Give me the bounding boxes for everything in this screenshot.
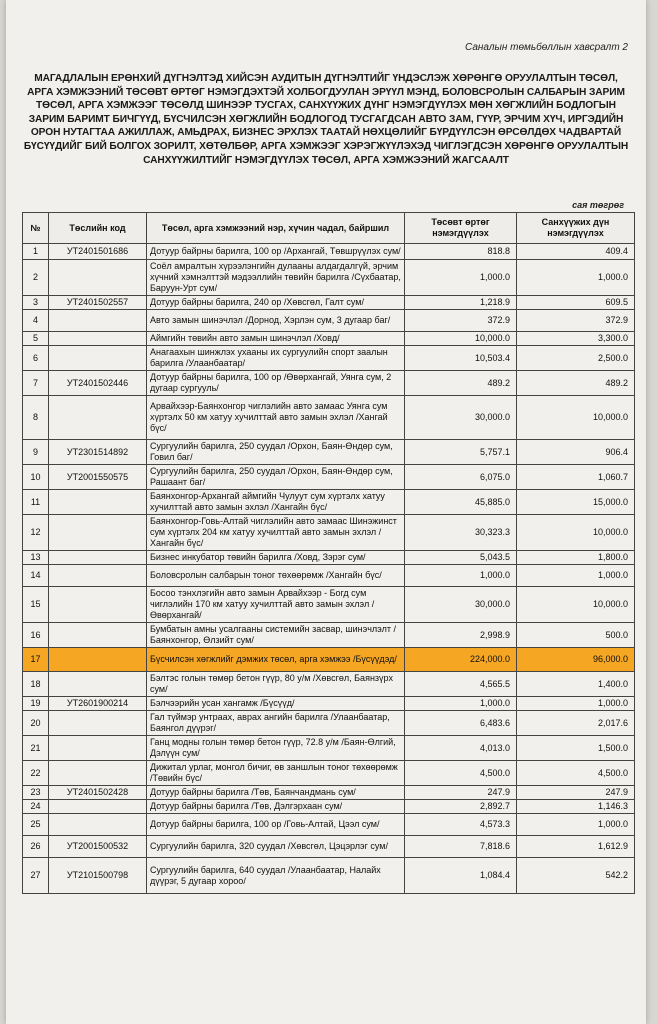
row-budget-value: 7,818.6: [405, 836, 517, 858]
row-project-code: [49, 260, 147, 296]
row-budget-value: 1,000.0: [405, 565, 517, 587]
row-project-code: [49, 332, 147, 346]
table-row: [23, 296, 635, 310]
row-number: 20: [23, 711, 49, 736]
row-project-name: Дотуур байрны барилга, 100 ор /Өвөрхангай, Уянга сум, 2 дугаар сургууль/: [147, 371, 405, 396]
row-project-code: [49, 648, 147, 672]
row-budget-value: 1,084.4: [405, 858, 517, 894]
row-project-code: УТ2301514892: [49, 440, 147, 465]
row-funding-value: 1,000.0: [517, 814, 635, 836]
row-project-code: [49, 346, 147, 371]
row-budget-value: 45,885.0: [405, 490, 517, 515]
row-funding-value: 1,000.0: [517, 260, 635, 296]
table-row: [23, 465, 635, 490]
row-budget-value: 4,500.0: [405, 761, 517, 786]
row-funding-value: 1,000.0: [517, 565, 635, 587]
row-project-name: Дотуур байрны барилга /Төв, Баянчандмань сум/: [147, 786, 405, 800]
table-row: [23, 672, 635, 697]
row-number: 7: [23, 371, 49, 396]
row-number: 24: [23, 800, 49, 814]
row-funding-value: 1,400.0: [517, 672, 635, 697]
row-project-code: УТ2401502557: [49, 296, 147, 310]
row-budget-value: 6,075.0: [405, 465, 517, 490]
row-funding-value: 2,017.6: [517, 711, 635, 736]
row-project-code: УТ2601900214: [49, 697, 147, 711]
row-project-code: УТ2401502446: [49, 371, 147, 396]
row-budget-value: 5,757.1: [405, 440, 517, 465]
row-budget-value: 2,998.9: [405, 623, 517, 648]
row-funding-value: 2,500.0: [517, 346, 635, 371]
table-row: [23, 396, 635, 440]
row-project-code: [49, 490, 147, 515]
row-funding-value: 96,000.0: [517, 648, 635, 672]
row-funding-value: 609.5: [517, 296, 635, 310]
row-project-name: Дотуур байрны барилга, 100 ор /Говь-Алтай, Цээл сум/: [147, 814, 405, 836]
table-row: [23, 490, 635, 515]
row-number: 6: [23, 346, 49, 371]
row-project-code: [49, 623, 147, 648]
row-budget-value: 30,000.0: [405, 587, 517, 623]
table-row: [23, 761, 635, 786]
row-project-name: Боловсролын салбарын тоног төхөөрөмж /Хангайн бүс/: [147, 565, 405, 587]
row-budget-value: 4,013.0: [405, 736, 517, 761]
row-project-code: [49, 672, 147, 697]
row-project-name: Дотуур байрны барилга, 100 ор /Архангай, Төвшрүүлэх сум/: [147, 244, 405, 260]
table-row: [23, 736, 635, 761]
row-budget-value: 30,323.3: [405, 515, 517, 551]
row-budget-value: 224,000.0: [405, 648, 517, 672]
table-row: [23, 565, 635, 587]
row-funding-value: 15,000.0: [517, 490, 635, 515]
document-title: МАГАДЛАЛЫН ЕРӨНХИЙ ДҮГНЭЛТЭД ХИЙСЭН АУДИТЫН ДҮГНЭЛТИЙГ ҮНДЭСЛЭЖ ХӨРӨНГӨ ОРУУЛАЛТЫН ТӨСӨЛ, АРГА ХЭМЖЭЭНИЙ ТӨСӨВТ ӨРТӨГ НЭМЭГДЭХТЭЙ ХОЛБОГДУУЛАН ЭРҮҮЛ МЭНД, БОЛОВСРОЛЫН САЛБАРЫН ЗАРИМ ТӨСӨЛ, АРГА ХЭМЖЭЭГ ТӨСӨЛД ШИНЭЭР ТУСГАХ, САНХҮҮЖИХ ДҮНГ НЭМЭГДҮҮЛЭХ МӨН ХӨГЖЛИЙН БОДЛОГЫН ЗАРИМ БАРИМТ БИЧГҮҮД, БҮСЧИЛСЭН ХӨГЖЛИЙН БОДЛОГОД ТУСГАГДСАН АВТО ЗАМ, ГҮҮР, ЭРЧИМ ХҮЧ, ИРГЭДИЙН ОРОН НУТАГТАА АЖИЛЛАЖ, АМЬДРАХ, БИЗНЕС ЭРХЛЭХ ТААТАЙ НӨХЦӨЛИЙГ БҮРДҮҮЛСЭН ӨРСӨЛДӨХ ЧАДВАРТАЙ БҮСҮҮДИЙГ БИЙ БОЛГОХ ЗОРИЛТ, ХӨТӨЛБӨР, АРГА ХЭМЖЭЭГ ХЭРЭГЖҮҮЛЭХЭД ЧИГЛЭГДСЭН ХӨРӨНГӨ ОРУУЛАЛТЫН САНХҮҮЖИЛТИЙГ НЭМЭГДҮҮЛЭХ ТӨСӨЛ, АРГА ХЭМЖЭЭНИЙ ЖАГСААЛТ: [23, 73, 629, 166]
row-funding-value: 3,300.0: [517, 332, 635, 346]
row-project-name: Дижитал урлаг, монгол бичиг, өв заншлын тоног төхөөрөмж /Төвийн бүс/: [147, 761, 405, 786]
row-project-code: УТ2401502428: [49, 786, 147, 800]
row-funding-value: 1,146.3: [517, 800, 635, 814]
row-budget-value: 1,218.9: [405, 296, 517, 310]
table-row: [23, 346, 635, 371]
unit-label: сая төгрөг: [572, 200, 624, 210]
row-budget-value: 30,000.0: [405, 396, 517, 440]
row-number: 21: [23, 736, 49, 761]
table-row: [23, 244, 635, 260]
table-row: [23, 332, 635, 346]
row-funding-value: 1,500.0: [517, 736, 635, 761]
row-funding-value: 247.9: [517, 786, 635, 800]
row-funding-value: 409.4: [517, 244, 635, 260]
row-budget-value: 6,483.6: [405, 711, 517, 736]
table-row: [23, 858, 635, 894]
table-row: [23, 623, 635, 648]
row-project-name: Бэлтэс голын төмөр бетон гүүр, 80 у/м /Хөвсгөл, Баянзүрх сум/: [147, 672, 405, 697]
row-project-code: [49, 800, 147, 814]
table-row: [23, 711, 635, 736]
document-page: [6, 0, 646, 1024]
table-row: [23, 371, 635, 396]
row-project-name: Соёл амралтын хүрээлэнгийн дулааны алдагдалгүй, эрчим хүчний хэмнэлттэй мэдээллийн төвийн барилга /Сүхбаатар, Баруун-Урт сум/: [147, 260, 405, 296]
row-project-name: Бэлчээрийн усан хангамж /Бүсүүд/: [147, 697, 405, 711]
row-project-name: Анагаахын шинжлэх ухааны их сургуулийн спорт заалын барилга /Улаанбаатар/: [147, 346, 405, 371]
row-number: 4: [23, 310, 49, 332]
row-budget-value: 1,000.0: [405, 697, 517, 711]
row-project-name: Гал түймэр унтраах, аврах ангийн барилга /Улаанбаатар, Баянгол дүүрэг/: [147, 711, 405, 736]
row-number: 1: [23, 244, 49, 260]
row-project-name: Ганц модны голын төмөр бетон гүүр, 72.8 у/м /Баян-Өлгий, Дэлүүн сум/: [147, 736, 405, 761]
row-number: 27: [23, 858, 49, 894]
row-funding-value: 1,800.0: [517, 551, 635, 565]
row-budget-value: 1,000.0: [405, 260, 517, 296]
row-number: 12: [23, 515, 49, 551]
row-project-code: УТ2001550575: [49, 465, 147, 490]
row-project-name: Баянхонгор-Архангай аймгийн Чулуут сум хүртэлх хатуу хучилттай авто замын эхлэл /Хангайн бүс/: [147, 490, 405, 515]
table-header-row: [23, 213, 635, 244]
row-project-code: [49, 310, 147, 332]
row-project-name: Дотуур байрны барилга, 240 ор /Хөвсгөл, Галт сум/: [147, 296, 405, 310]
row-project-code: [49, 587, 147, 623]
row-budget-value: 10,503.4: [405, 346, 517, 371]
row-number: 26: [23, 836, 49, 858]
table-row: [23, 515, 635, 551]
row-project-name: Баянхонгор-Говь-Алтай чиглэлийн авто замаас Шинэжинст сум хүртэлх 204 км хатуу хучилттай авто замын эхлэл /Хангайн бүс/: [147, 515, 405, 551]
row-number: 19: [23, 697, 49, 711]
table-row: [23, 836, 635, 858]
row-project-code: [49, 736, 147, 761]
row-number: 5: [23, 332, 49, 346]
row-project-name: Дотуур байрны барилга /Төв, Дэлгэрхаан сум/: [147, 800, 405, 814]
row-project-name: Бумбатын амны усалгааны системийн засвар, шинэчлэлт /Баянхонгор, Өлзийт сум/: [147, 623, 405, 648]
row-funding-value: 372.9: [517, 310, 635, 332]
header-funding: Санхүүжих дүн нэмэгдүүлэх: [517, 213, 635, 244]
table-body: [23, 244, 635, 894]
row-number: 23: [23, 786, 49, 800]
table-row: [23, 786, 635, 800]
table-row: [23, 310, 635, 332]
row-funding-value: 1,000.0: [517, 697, 635, 711]
row-project-name: Арвайхээр-Баянхонгор чиглэлийн авто замаас Уянга сум хүртэлх 50 км хатуу хучилттай авто замын эхлэл /Хангай бүс/: [147, 396, 405, 440]
row-number: 25: [23, 814, 49, 836]
header-no: №: [23, 213, 49, 244]
row-budget-value: 818.8: [405, 244, 517, 260]
row-number: 3: [23, 296, 49, 310]
row-project-name: Сургуулийн барилга, 250 суудал /Орхон, Баян-Өндөр сум, Рашаант баг/: [147, 465, 405, 490]
table-row: [23, 551, 635, 565]
row-funding-value: 1,612.9: [517, 836, 635, 858]
row-funding-value: 906.4: [517, 440, 635, 465]
table-row: [23, 814, 635, 836]
header-budget: Төсөвт өртөг нэмэгдүүлэх: [405, 213, 517, 244]
row-project-code: [49, 814, 147, 836]
row-number: 14: [23, 565, 49, 587]
row-project-name: Авто замын шинэчлэл /Дорнод, Хэрлэн сум, 3 дугаар баг/: [147, 310, 405, 332]
row-funding-value: 4,500.0: [517, 761, 635, 786]
row-project-code: [49, 565, 147, 587]
row-project-code: [49, 711, 147, 736]
row-number: 8: [23, 396, 49, 440]
table-row: [23, 697, 635, 711]
row-budget-value: 489.2: [405, 371, 517, 396]
row-funding-value: 489.2: [517, 371, 635, 396]
row-number: 11: [23, 490, 49, 515]
row-project-name: Бизнес инкубатор төвийн барилга /Ховд, Зэрэг сум/: [147, 551, 405, 565]
row-number: 17: [23, 648, 49, 672]
table-row: [23, 800, 635, 814]
row-project-code: УТ2101500798: [49, 858, 147, 894]
row-funding-value: 542.2: [517, 858, 635, 894]
row-funding-value: 10,000.0: [517, 587, 635, 623]
row-funding-value: 1,060.7: [517, 465, 635, 490]
row-number: 22: [23, 761, 49, 786]
row-budget-value: 5,043.5: [405, 551, 517, 565]
appendix-label: Саналын төмьбөллын хавсралт 2: [464, 42, 628, 53]
row-project-name: Сургуулийн барилга, 320 суудал /Хөвсгөл, Цэцэрлэг сум/: [147, 836, 405, 858]
row-number: 2: [23, 260, 49, 296]
row-number: 13: [23, 551, 49, 565]
row-funding-value: 10,000.0: [517, 515, 635, 551]
row-project-code: [49, 551, 147, 565]
row-budget-value: 247.9: [405, 786, 517, 800]
row-project-code: [49, 761, 147, 786]
row-project-name: Бүсчилсэн хөгжлийг дэмжих төсөл, арга хэмжээ /Бүсүүдэд/: [147, 648, 405, 672]
row-project-code: [49, 396, 147, 440]
row-number: 9: [23, 440, 49, 465]
table-row: [23, 587, 635, 623]
row-funding-value: 500.0: [517, 623, 635, 648]
row-project-name: Босоо тэнхлэгийн авто замын Арвайхээр - Богд сум чиглэлийн 170 км хатуу хучилттай авто замын эхлэл /Өвөрхангай/: [147, 587, 405, 623]
row-budget-value: 4,573.3: [405, 814, 517, 836]
row-budget-value: 372.9: [405, 310, 517, 332]
table-row: [23, 648, 635, 672]
row-number: 15: [23, 587, 49, 623]
table-row: [23, 260, 635, 296]
row-budget-value: 4,565.5: [405, 672, 517, 697]
row-budget-value: 10,000.0: [405, 332, 517, 346]
projects-table: [22, 212, 635, 894]
row-number: 18: [23, 672, 49, 697]
header-code: Төслийн код: [49, 213, 147, 244]
row-number: 16: [23, 623, 49, 648]
row-funding-value: 10,000.0: [517, 396, 635, 440]
row-project-code: [49, 515, 147, 551]
row-project-name: Сургуулийн барилга, 640 суудал /Улаанбаатар, Налайх дүүрэг, 5 дугаар хороо/: [147, 858, 405, 894]
header-name: Төсөл, арга хэмжээний нэр, хүчин чадал, байршил: [147, 213, 405, 244]
row-number: 10: [23, 465, 49, 490]
table-row: [23, 440, 635, 465]
row-project-name: Сургуулийн барилга, 250 суудал /Орхон, Баян-Өндөр сум, Говил баг/: [147, 440, 405, 465]
row-project-name: Аймгийн төвийн авто замын шинэчлэл /Ховд/: [147, 332, 405, 346]
row-project-code: УТ2401501686: [49, 244, 147, 260]
row-budget-value: 2,892.7: [405, 800, 517, 814]
row-project-code: УТ2001500532: [49, 836, 147, 858]
